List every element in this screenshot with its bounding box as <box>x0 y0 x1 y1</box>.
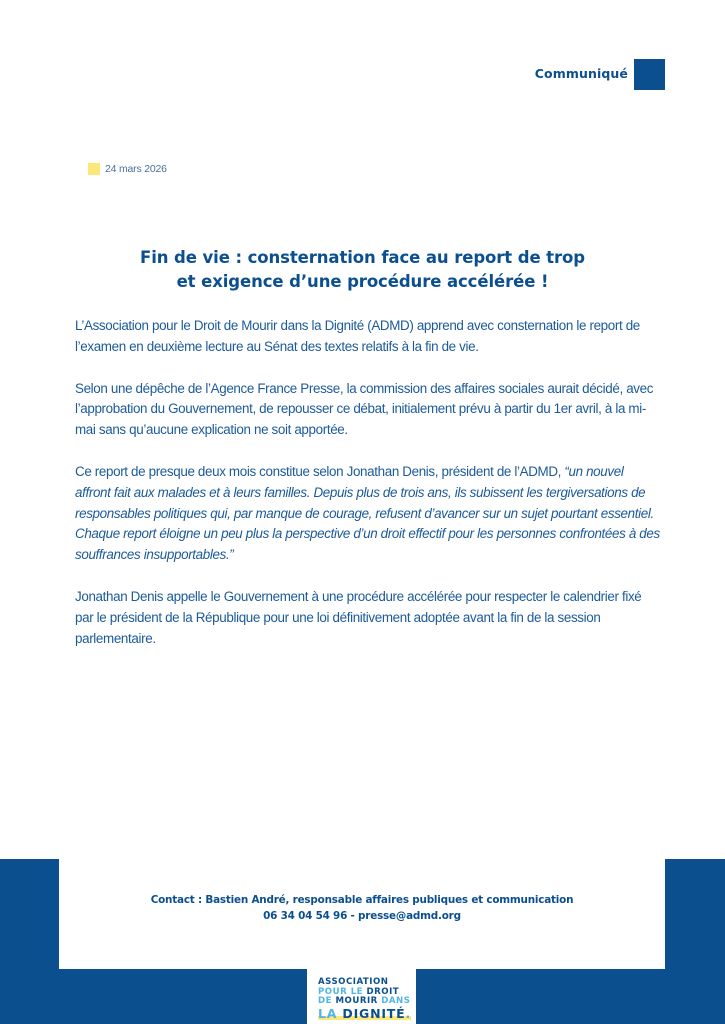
paragraph-4: Jonathan Denis appelle le Gouvernement à une procédure accélérée pour respecter le calendrier fixé par le président de la République pour une loi définitivement adoptée avant la fin de la session parlementaire. <box>75 588 642 646</box>
president-quote: “un nouvel affront fait aux malades et à leurs familles. Depuis plus de trois ans, ils subissent les tergiversations de responsables politiques qui, par manque de courage, refusent d’avancer sur un sujet pourtant essentiel. Chaque report éloigne un peu plus la perspective d’un droit effectif pour les personnes confrontées à des souffrances insupportables.” <box>75 463 660 563</box>
date-marker-icon <box>88 163 100 175</box>
paragraph-3 <box>75 462 660 566</box>
press-release-body <box>75 316 660 670</box>
publication-date: 24 mars 2026 <box>105 163 167 175</box>
contact-info <box>59 892 665 924</box>
logo-line-2: POUR LE DROIT <box>318 986 400 997</box>
header-square-decoration <box>634 59 665 90</box>
admd-logo <box>318 978 411 1020</box>
paragraph-3-intro: Ce report de presque deux mois constitue selon Jonathan Denis, président de l’ADMD, <box>75 463 565 479</box>
title-line-1: Fin de vie : consternation face au report de trop <box>140 248 585 267</box>
contact-phone-email: 06 34 04 54 96 - presse@admd.org <box>263 910 461 922</box>
page-title <box>60 246 665 294</box>
logo-line-1: ASSOCIATION <box>318 977 389 987</box>
logo-line-3: DE MOURIR DANS <box>318 996 411 1006</box>
logo-line-4: LA DIGNITÉ. <box>318 1005 412 1021</box>
paragraph-2: Selon une dépêche de l’Agence France Presse, la commission des affaires sociales aurait décidé, avec l’approbation du Gouvernement, de repousser ce débat, initialement prévu à partir du 1er avril, à la mi-mai sans qu’aucune explication ne soit apportée. <box>75 380 654 438</box>
header-label: Communiqué <box>534 66 628 81</box>
paragraph-1: L’Association pour le Droit de Mourir dans la Dignité (ADMD) apprend avec consternation le report de l’examen en deuxième lecture au Sénat des textes relatifs à la fin de vie. <box>75 318 640 354</box>
date-row <box>88 163 167 175</box>
contact-person: Contact : Bastien André, responsable affaires publiques et communication <box>150 894 574 906</box>
title-line-2: et exigence d’une procédure accélérée ! <box>176 272 549 291</box>
